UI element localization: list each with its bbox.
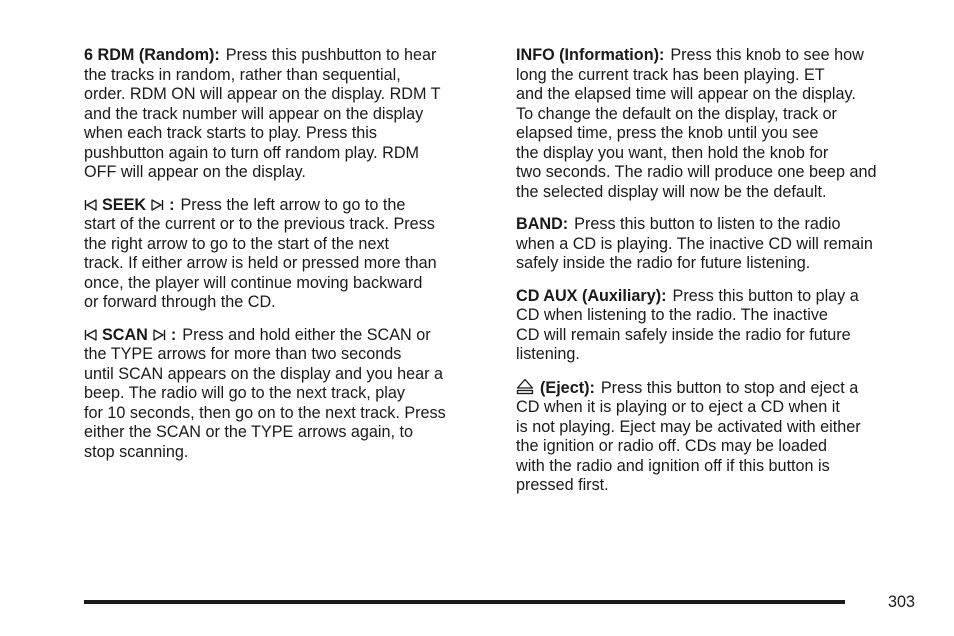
scan-line-1: the TYPE arrows for more than two seconds xyxy=(84,345,402,363)
rdm-line-5: pushbutton again to turn off random play. RDM xyxy=(84,143,420,162)
eject-icon xyxy=(516,378,534,395)
rdm-line-2: order. RDM ON will appear on the display. RDM T xyxy=(84,85,441,103)
scan-line-6: stop scanning. xyxy=(84,442,189,461)
band-line-2: safely inside the radio for future listening. xyxy=(516,254,811,272)
seek-line-3: track. If either arrow is held or pressed more than xyxy=(84,254,437,272)
rdm-line-1: the tracks in random, rather than sequential, xyxy=(84,65,401,84)
page-number: 303 xyxy=(888,593,916,611)
cdaux-paragraph xyxy=(516,287,921,365)
info-line-4: elapsed time, press the knob until you see xyxy=(516,124,819,142)
band-paragraph xyxy=(516,215,921,274)
scan-line-4: for 10 seconds, then go on to the next track. Press xyxy=(84,403,446,422)
info-paragraph xyxy=(516,46,921,202)
band-line-0: Press this button to listen to the radio xyxy=(574,215,841,233)
eject-term: (Eject): xyxy=(540,378,595,397)
footer-rule xyxy=(84,600,845,604)
info-line-2: and the elapsed time will appear on the display. xyxy=(516,85,856,103)
seek-line-0: Press the left arrow to go to the xyxy=(180,195,406,214)
seek-term: SEEK xyxy=(102,195,147,214)
cdaux-line-1: CD when listening to the radio. The inactive xyxy=(516,306,828,324)
next-track-icon xyxy=(153,329,166,341)
rdm-line-3: and the track number will appear on the display xyxy=(84,104,424,123)
seek-paragraph xyxy=(84,196,489,313)
info-line-7: the selected display will now be the default. xyxy=(516,182,827,201)
scan-paragraph xyxy=(84,326,489,463)
scan-line-2: until SCAN appears on the display and you hear a xyxy=(84,364,444,383)
scan-line-0: Press and hold either the SCAN or xyxy=(182,325,431,344)
right-column xyxy=(516,46,921,509)
rdm-line-4: when each track starts to play. Press this xyxy=(84,124,377,142)
info-line-6: two seconds. The radio will produce one beep and xyxy=(516,163,877,181)
eject-line-2: is not playing. Eject may be activated with either xyxy=(516,417,861,436)
rdm-line-0: Press this pushbutton to hear xyxy=(225,46,437,64)
rdm-line-6: OFF will appear on the display. xyxy=(84,163,306,181)
seek-line-1: start of the current or to the previous track. Press xyxy=(84,215,435,233)
seek-line-4: once, the player will continue moving backward xyxy=(84,273,423,292)
eject-paragraph xyxy=(516,378,921,496)
eject-line-4: with the radio and ignition off if this button is xyxy=(516,456,830,475)
eject-line-1: CD when it is playing or to eject a CD when it xyxy=(516,398,840,416)
band-line-1: when a CD is playing. The inactive CD will remain xyxy=(516,234,873,253)
band-term: BAND: xyxy=(516,215,569,233)
info-line-1: long the current track has been playing. ET xyxy=(516,65,825,84)
previous-track-icon xyxy=(84,329,97,341)
cdaux-line-0: Press this button to play a xyxy=(672,286,859,305)
scan-term: SCAN xyxy=(102,325,148,344)
scan-colon: : xyxy=(170,325,177,344)
scan-line-3: beep. The radio will go to the next track, play xyxy=(84,384,405,402)
cdaux-line-3: listening. xyxy=(516,345,580,363)
seek-line-2: the right arrow to go to the start of the next xyxy=(84,234,390,253)
seek-colon: : xyxy=(169,195,175,214)
scan-line-5: either the SCAN or the TYPE arrows again, to xyxy=(84,423,414,441)
cdaux-line-2: CD will remain safely inside the radio for future xyxy=(516,325,851,344)
next-track-icon xyxy=(151,199,164,211)
eject-line-0: Press this button to stop and eject a xyxy=(600,378,859,397)
info-term: INFO (Information): xyxy=(516,46,665,64)
eject-line-5: pressed first. xyxy=(516,476,609,494)
info-line-3: To change the default on the display, track or xyxy=(516,104,837,123)
eject-line-3: the ignition or radio off. CDs may be loaded xyxy=(516,437,828,455)
rdm-paragraph xyxy=(84,46,489,183)
cdaux-term: CD AUX (Auxiliary): xyxy=(516,286,667,305)
rdm-term: 6 RDM (Random): xyxy=(84,46,220,64)
previous-track-icon xyxy=(84,199,97,211)
info-line-5: the display you want, then hold the knob for xyxy=(516,143,829,162)
left-column xyxy=(84,46,489,475)
seek-line-5: or forward through the CD. xyxy=(84,293,276,311)
info-line-0: Press this knob to see how xyxy=(670,46,864,64)
